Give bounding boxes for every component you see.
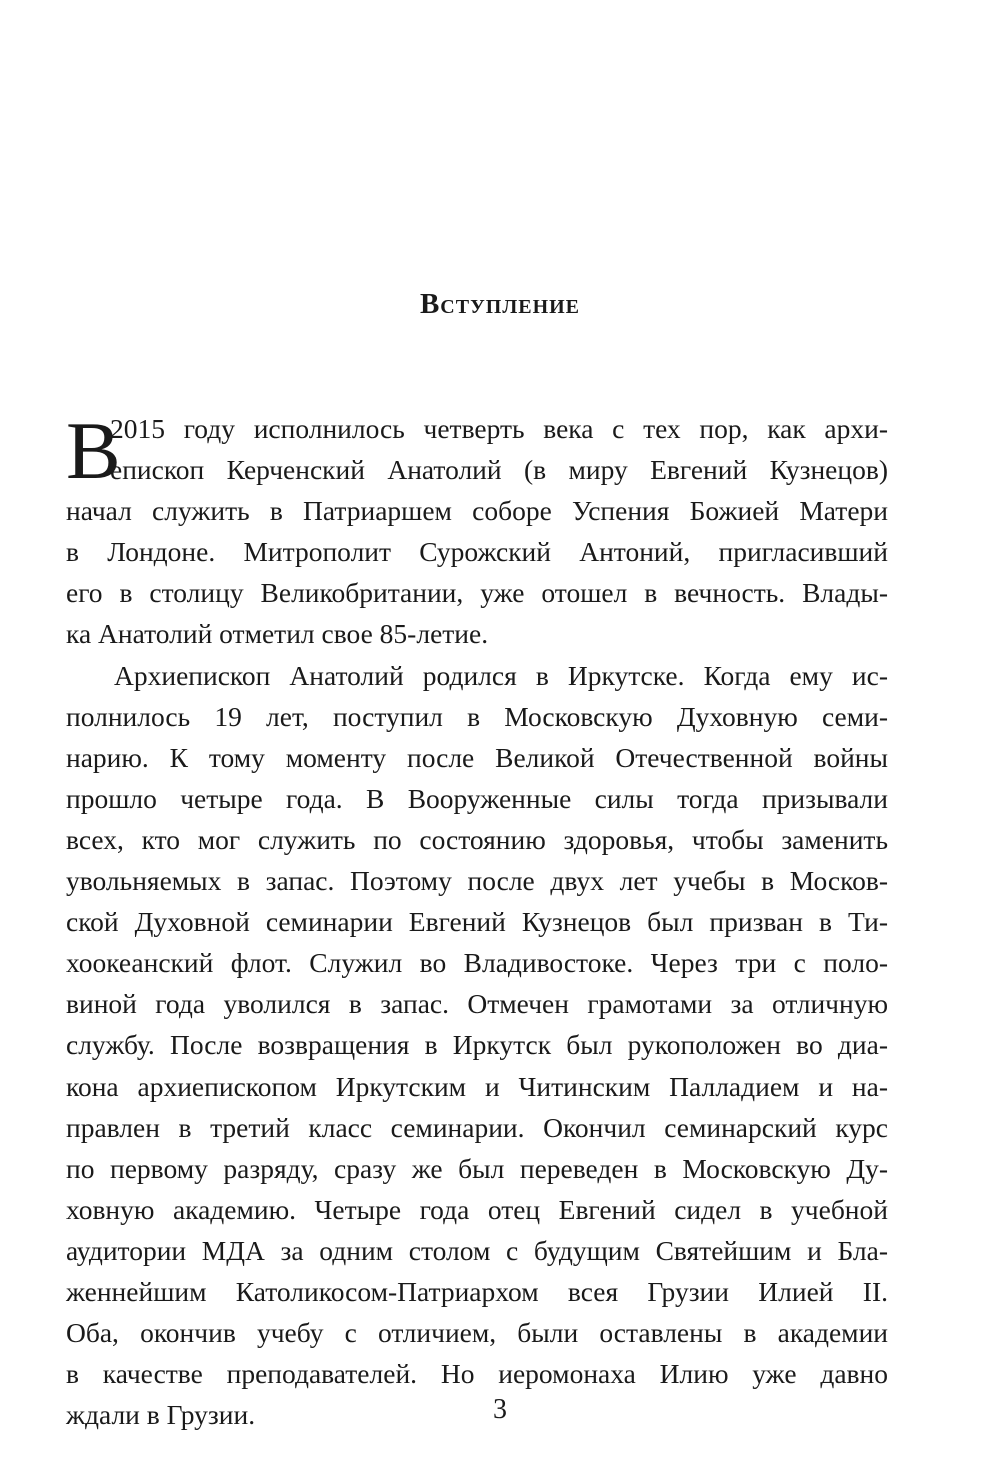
text-line: ка Анатолий отметил свое 85-летие. <box>66 618 489 650</box>
text-line: службу. После возвращения в Иркутск был рукоположен во диа- <box>66 1029 888 1061</box>
drop-cap: В <box>66 405 121 496</box>
text-line: ждали в Грузии. <box>66 1399 256 1431</box>
text-line: нарию. К тому моменту после Великой Отечественной войны <box>66 741 888 773</box>
text-line: аудитории МДА за одним столом с будущим Святейшим и Бла- <box>66 1234 888 1266</box>
text-line: в Лондоне. Митрополит Сурожский Антоний, пригласивший <box>66 536 888 568</box>
text-line: по первому разряду, сразу же был переведен в Московскую Ду- <box>66 1152 888 1184</box>
text-line: всех, кто мог служить по состоянию здоровья, чтобы заменить <box>66 823 888 855</box>
text-line: увольняемых в запас. Поэтому после двух лет учебы в Москов- <box>66 865 888 897</box>
text-line: начал служить в Патриаршем соборе Успения Божией Матери <box>66 495 888 527</box>
text-line: епископ Керченский Анатолий (в миру Евгений Кузнецов) <box>110 454 888 486</box>
text-line: ской Духовной семинарии Евгений Кузнецов был призван в Ти- <box>66 906 888 938</box>
text-line: хоокеанский флот. Служил во Владивостоке. Через три с поло- <box>66 947 888 979</box>
text-line: правлен в третий класс семинарии. Окончил семинарский курс <box>66 1111 888 1143</box>
text-line: прошло четыре года. В Вооруженные силы тогда призывали <box>66 782 888 814</box>
chapter-title: Вступление <box>419 288 581 320</box>
text-line: кона архиепископом Иркутским и Читинским Палладием и на- <box>66 1070 888 1102</box>
text-line: в качестве преподавателей. Но иеромонаха Илию уже давно <box>66 1358 888 1390</box>
text-line: Оба, окончив учебу с отличием, были оставлены в академии <box>66 1317 888 1349</box>
page-number: 3 <box>493 1394 507 1425</box>
text-line: 2015 году исполнилось четверть века с тех пор, как архи- <box>110 413 888 444</box>
text-line: виной года уволился в запас. Отмечен грамотами за отличную <box>66 988 888 1020</box>
text-line: женнейшим Католикосом-Патриархом всея Грузии Илией II. <box>66 1275 888 1307</box>
text-line: его в столицу Великобритании, уже отошел в вечность. Влады- <box>66 577 888 609</box>
text-line: полнилось 19 лет, поступил в Московскую Духовную семи- <box>66 700 888 732</box>
text-line: Архиепископ Анатолий родился в Иркутске. Когда ему ис- <box>114 659 888 691</box>
text-line: ховную академию. Четыре года отец Евгений сидел в учебной <box>66 1193 888 1225</box>
body-text <box>66 405 888 1435</box>
